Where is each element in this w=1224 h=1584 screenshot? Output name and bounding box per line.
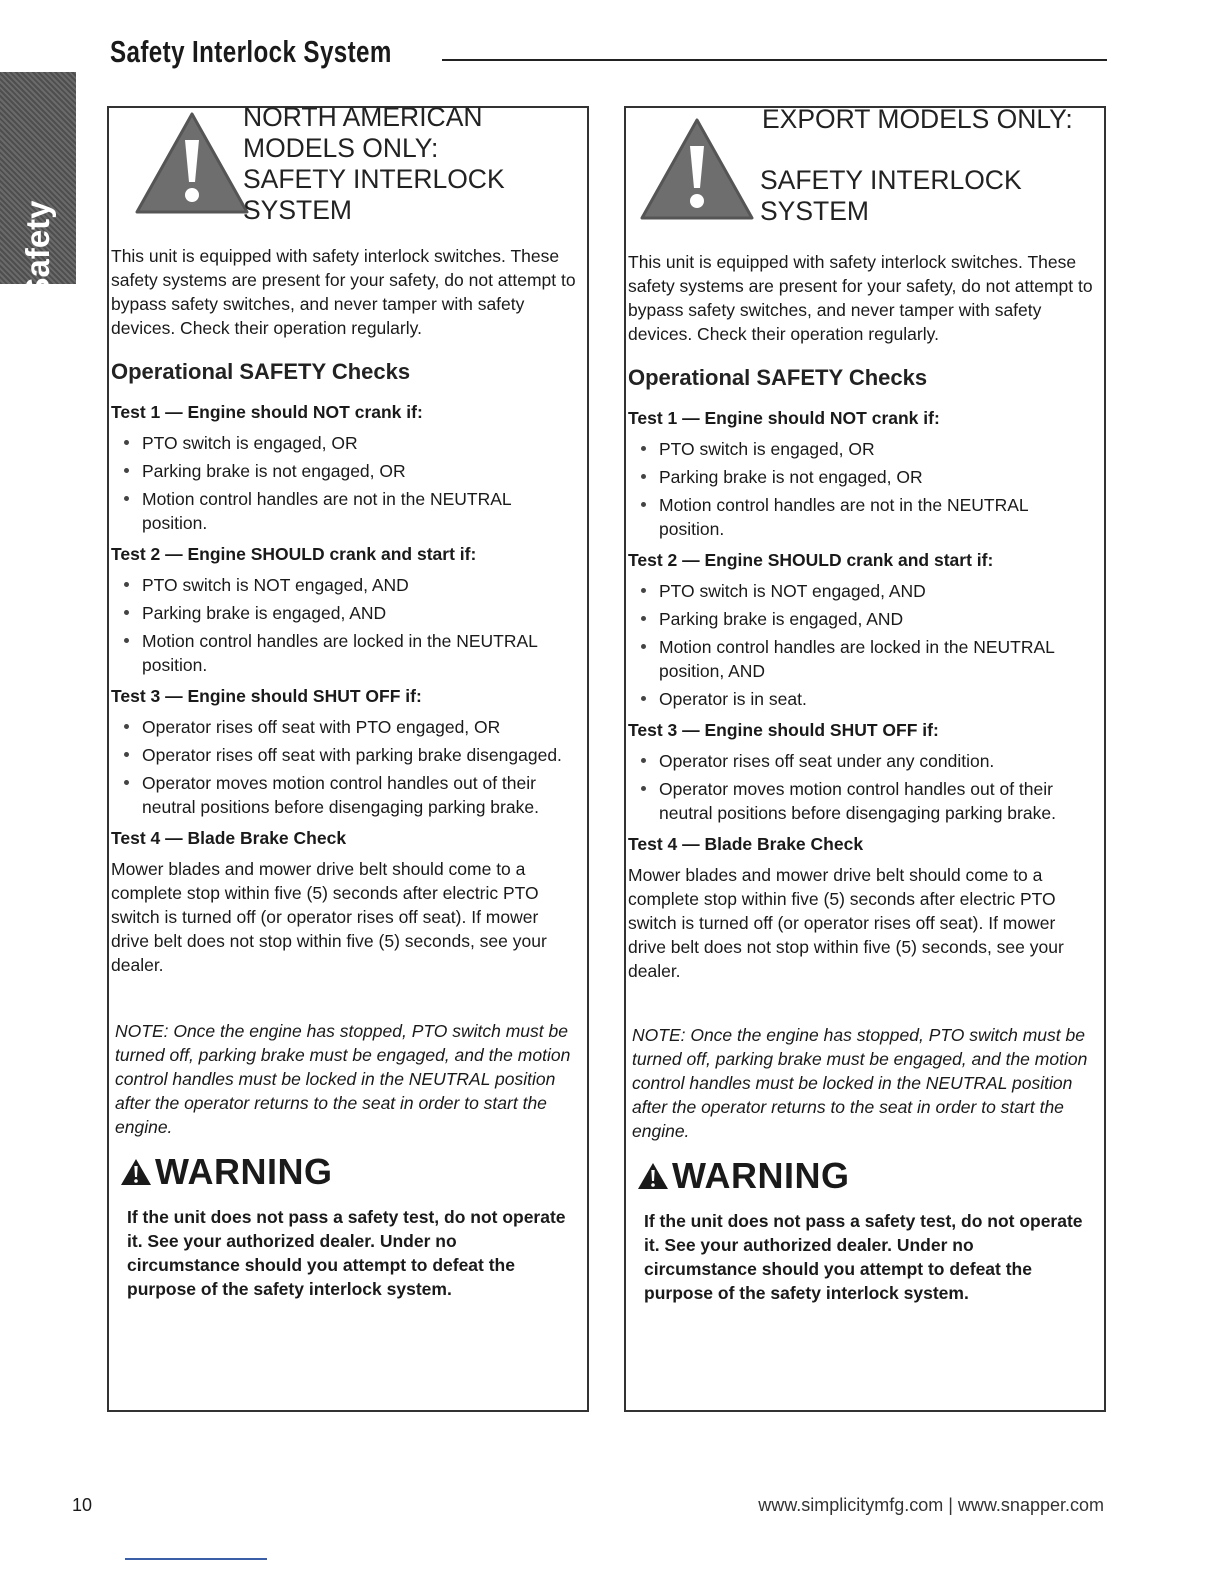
header-line: SAFETY INTERLOCK bbox=[760, 165, 1022, 195]
panel-header bbox=[109, 102, 587, 242]
list-item: Parking brake is not engaged, OR bbox=[142, 459, 581, 483]
list-item: Motion control handles are locked in the NEUTRAL position. bbox=[142, 629, 581, 677]
page-number: 10 bbox=[72, 1495, 93, 1515]
side-tab bbox=[0, 72, 76, 300]
panel-body bbox=[628, 250, 1098, 1305]
list-item: Operator is in seat. bbox=[659, 687, 1098, 711]
test-4-heading: Test 4 — Blade Brake Check bbox=[628, 834, 864, 854]
test-4-text: Mower blades and mower drive belt should come to a complete stop within five (5) seconds after electric PTO switch is turned off (or operator rises off seat). If mower drive belt does not stop within five (5) seconds, see your dealer. bbox=[111, 859, 547, 975]
list-item: Motion control handles are not in the NEUTRAL position. bbox=[142, 487, 581, 535]
panel-body bbox=[111, 244, 581, 1301]
page-title: Safety Interlock System bbox=[110, 34, 392, 69]
list-item: Motion control handles are not in the NEUTRAL position. bbox=[659, 493, 1098, 541]
test-3-heading: Test 3 — Engine should SHUT OFF if: bbox=[628, 720, 939, 740]
list-item: Parking brake is engaged, AND bbox=[659, 607, 1098, 631]
note-text: NOTE: Once the engine has stopped, PTO switch must be turned off, parking brake must be engaged, and the motion control handles must be locked in the NEUTRAL position after the operator returns to the seat in order to start the engine. bbox=[632, 1025, 1088, 1141]
test-3-heading: Test 3 — Engine should SHUT OFF if: bbox=[111, 686, 422, 706]
warning-text: If the unit does not pass a safety test, do not operate it. See your authorized dealer. Under no circumstance should you attempt to defeat the purpose of the safety interlock system. bbox=[127, 1207, 566, 1299]
test-1-list bbox=[111, 431, 581, 535]
warning-triangle-icon bbox=[636, 1161, 670, 1191]
panel-header bbox=[626, 104, 1104, 242]
hazard-triangle-icon bbox=[133, 110, 251, 216]
list-item: Parking brake is engaged, AND bbox=[142, 601, 581, 625]
test-4-text: Mower blades and mower drive belt should come to a complete stop within five (5) seconds after electric PTO switch is turned off (or operator rises off seat). If mower drive belt does not stop within five (5) seconds, see your dealer. bbox=[628, 865, 1064, 981]
warning-label: WARNING bbox=[155, 1151, 333, 1192]
header-line: EXPORT MODELS ONLY: bbox=[762, 104, 1073, 134]
intro-paragraph: This unit is equipped with safety interlock switches. These safety systems are present for your safety, do not attempt to bypass safety switches, and never tamper with safety devices. Check their operation regularly. bbox=[111, 246, 576, 338]
hazard-triangle-icon bbox=[638, 116, 756, 222]
list-item: Operator rises off seat under any condition. bbox=[659, 749, 1098, 773]
panel-header-text bbox=[760, 104, 1073, 227]
list-item: PTO switch is NOT engaged, AND bbox=[142, 573, 581, 597]
operational-checks-heading: Operational SAFETY Checks bbox=[111, 359, 411, 384]
list-item: PTO switch is engaged, OR bbox=[142, 431, 581, 455]
test-1-heading: Test 1 — Engine should NOT crank if: bbox=[111, 402, 423, 422]
test-1-heading: Test 1 — Engine should NOT crank if: bbox=[628, 408, 940, 428]
list-item: Operator rises off seat with PTO engaged, OR bbox=[142, 715, 581, 739]
list-item: PTO switch is engaged, OR bbox=[659, 437, 1098, 461]
test-3-list bbox=[628, 749, 1098, 825]
test-3-list bbox=[111, 715, 581, 819]
bottom-rule bbox=[125, 1558, 267, 1560]
list-item: Operator rises off seat with parking brake disengaged. bbox=[142, 743, 581, 767]
operational-checks-heading: Operational SAFETY Checks bbox=[628, 365, 928, 390]
footer-url[interactable]: www.simplicitymfg.com | www.snapper.com bbox=[758, 1495, 1104, 1515]
export-panel bbox=[624, 106, 1106, 1412]
test-2-list bbox=[111, 573, 581, 677]
intro-paragraph: This unit is equipped with safety interlock switches. These safety systems are present for your safety, do not attempt to bypass safety switches, and never tamper with safety devices. Check their operation regularly. bbox=[628, 252, 1093, 344]
test-2-heading: Test 2 — Engine SHOULD crank and start if: bbox=[628, 550, 994, 570]
header-line: NORTH AMERICAN bbox=[243, 102, 483, 132]
list-item: PTO switch is NOT engaged, AND bbox=[659, 579, 1098, 603]
title-rule bbox=[442, 59, 1107, 61]
warning-heading bbox=[119, 1151, 581, 1193]
list-item: Parking brake is not engaged, OR bbox=[659, 465, 1098, 489]
panel-header-text bbox=[243, 102, 505, 226]
warning-text: If the unit does not pass a safety test, do not operate it. See your authorized dealer. Under no circumstance should you attempt to defeat the purpose of the safety interlock system. bbox=[644, 1211, 1083, 1303]
test-4-heading: Test 4 — Blade Brake Check bbox=[111, 828, 347, 848]
list-item: Motion control handles are locked in the NEUTRAL position, AND bbox=[659, 635, 1098, 683]
header-line: SYSTEM bbox=[243, 195, 352, 225]
warning-heading bbox=[636, 1155, 1098, 1197]
note-text: NOTE: Once the engine has stopped, PTO switch must be turned off, parking brake must be engaged, and the motion control handles must be locked in the NEUTRAL position after the operator returns to the seat in order to start the engine. bbox=[115, 1021, 571, 1137]
header-line: SYSTEM bbox=[760, 196, 869, 226]
header-line: MODELS ONLY: bbox=[243, 133, 439, 163]
warning-triangle-icon bbox=[119, 1157, 153, 1187]
list-item: Operator moves motion control handles out of their neutral positions before disengaging parking brake. bbox=[142, 771, 581, 819]
test-1-list bbox=[628, 437, 1098, 541]
north-american-panel bbox=[107, 102, 589, 1412]
side-tab-label: Safety bbox=[19, 200, 56, 300]
warning-label: WARNING bbox=[672, 1155, 850, 1196]
test-2-heading: Test 2 — Engine SHOULD crank and start if: bbox=[111, 544, 477, 564]
header-line: SAFETY INTERLOCK bbox=[243, 164, 505, 194]
list-item: Operator moves motion control handles out of their neutral positions before disengaging parking brake. bbox=[659, 777, 1098, 825]
test-2-list bbox=[628, 579, 1098, 711]
